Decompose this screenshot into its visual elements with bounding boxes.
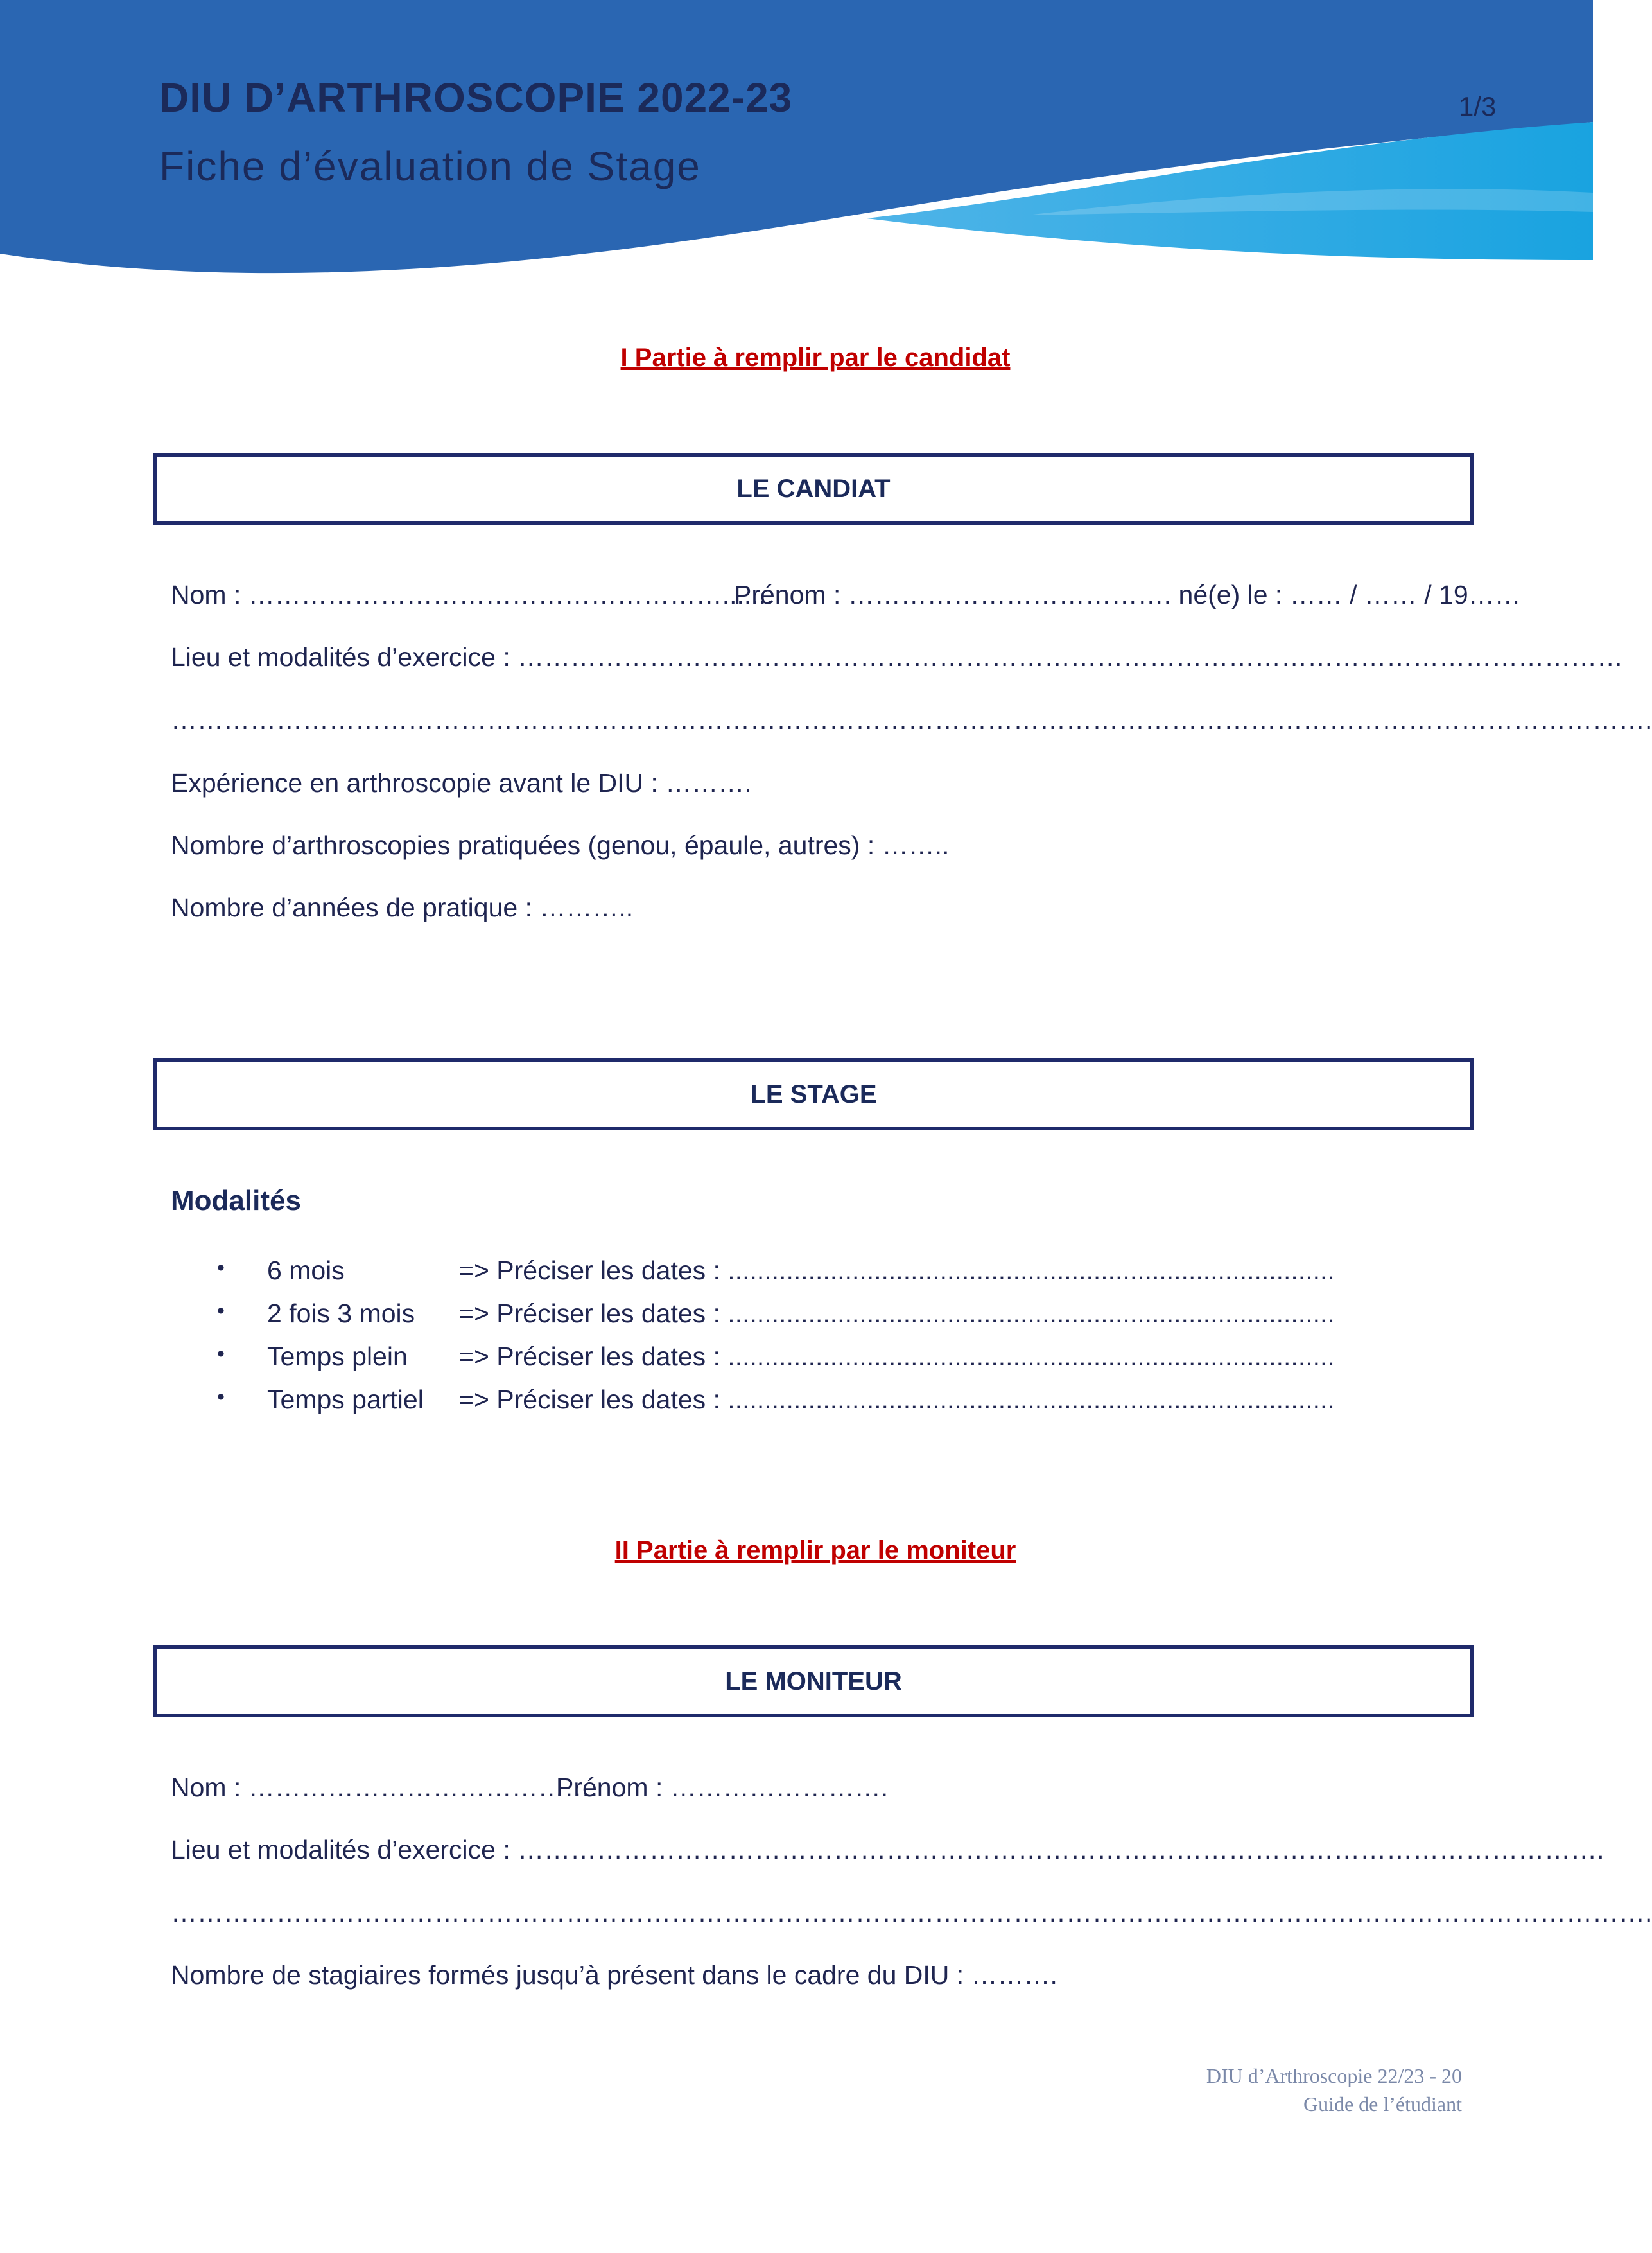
footer-line-1: DIU d’Arthroscopie 22/23 - 20 [1206,2064,1462,2087]
modalite-label: 2 fois 3 mois [267,1299,415,1328]
modalite-dates-field[interactable]: => Préciser les dates : ................................................................................... [458,1299,1335,1328]
modalites-heading: Modalités [171,1185,301,1216]
part1-heading: I Partie à remplir par le candidat [620,344,1011,372]
part2-heading: II Partie à remplir par le moniteur [614,1536,1016,1565]
bullet-icon: • [217,1385,225,1409]
moniteur-nom-field[interactable]: Nom : …………………………………. [171,1773,598,1802]
modalite-dates-field[interactable]: => Préciser les dates : ................................................................................... [458,1342,1335,1371]
modalite-label: 6 mois [267,1256,345,1285]
list-item[interactable] [217,1342,225,1367]
moniteur-prenom-field[interactable]: Prénom : ……………………. [556,1773,889,1802]
document-title: DIU D’ARTHROSCOPIE 2022-23 [159,75,793,121]
bullet-icon: • [217,1256,225,1280]
candidat-lieu-continuation-field[interactable]: ……………………………………………………………………………………………………………………………………………………. [171,705,1652,735]
moniteur-stagiaires-field[interactable]: Nombre de stagiaires formés jusqu’à présent dans le cadre du DIU : ………. [171,1960,1057,1990]
list-item[interactable] [217,1385,225,1410]
stage-section-title: LE STAGE [750,1080,877,1109]
moniteur-section-title: LE MONITEUR [725,1667,902,1696]
moniteur-lieu-continuation-field[interactable]: ……………………………………………………………………………………………………………………………………………………. [171,1898,1652,1927]
candidat-nom-field[interactable]: Nom : ………………………………………………....... [171,580,774,609]
candidat-experience-field[interactable]: Expérience en arthroscopie avant le DIU : ………. [171,768,752,798]
footer-line-2: Guide de l’étudiant [1303,2092,1462,2116]
list-item[interactable] [217,1299,225,1324]
candidat-annees-pratique-field[interactable]: Nombre d’années de pratique : ……….. [171,893,634,922]
moniteur-section-box [153,1645,1474,1717]
candidat-lieu-field[interactable]: Lieu et modalités d’exercice : ……………………………………………………………………………………………………………… [171,642,1624,672]
document-subtitle: Fiche d’évaluation de Stage [159,143,701,189]
modalite-label: Temps plein [267,1342,408,1371]
page-number: 1/3 [1459,91,1497,121]
modalite-dates-field[interactable]: => Préciser les dates : ................................................................................... [458,1256,1335,1285]
candidat-nombre-arthroscopies-field[interactable]: Nombre d’arthroscopies pratiquées (genou, épaule, autres) : …….. [171,830,950,860]
candidat-section-box [153,453,1474,525]
bullet-icon: • [217,1299,225,1323]
moniteur-lieu-field[interactable]: Lieu et modalités d’exercice : ……………………………………………………………………………………………………………. [171,1835,1604,1864]
candidat-prenom-field[interactable]: Prénom : ………………………………. né(e) le : …… / …… / 19…… [734,580,1521,609]
list-item[interactable] [217,1256,225,1281]
bullet-icon: • [217,1342,225,1366]
modalite-dates-field[interactable]: => Préciser les dates : ................................................................................... [458,1385,1335,1414]
stage-section-box [153,1058,1474,1130]
modalite-label: Temps partiel [267,1385,424,1414]
candidat-section-title: LE CANDIAT [736,474,891,503]
